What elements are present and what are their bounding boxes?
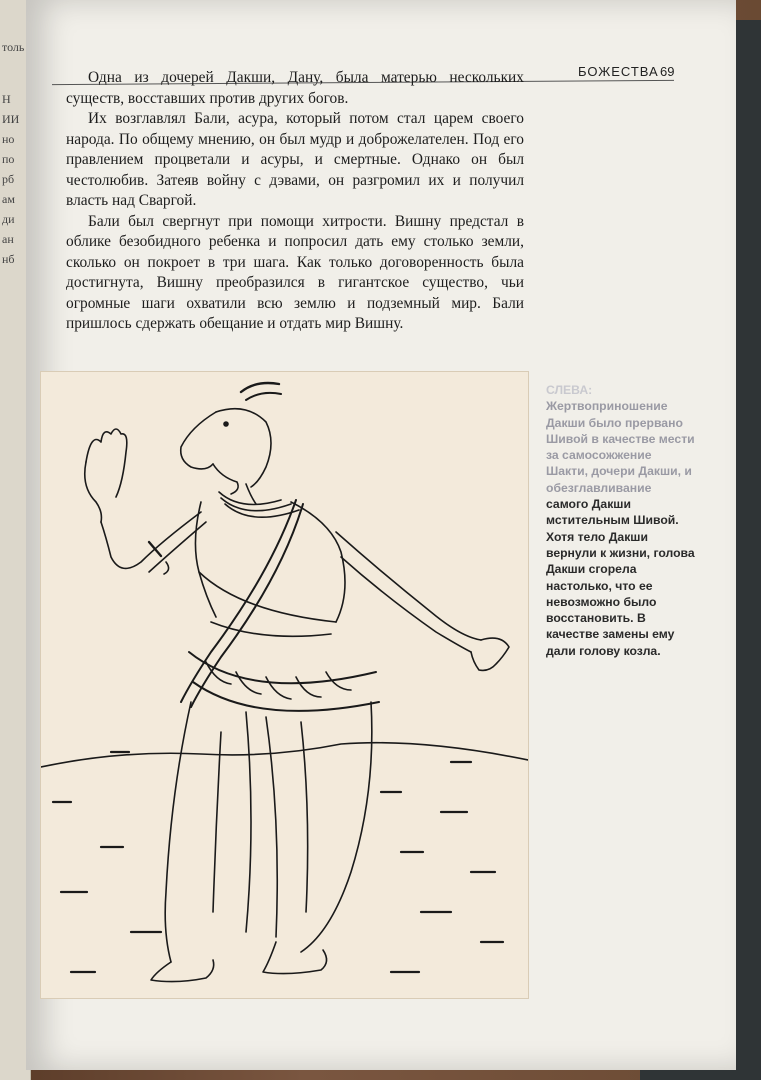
daksha-drawing <box>41 372 528 998</box>
book-page <box>26 0 736 1070</box>
paragraph: Одна из дочерей Дакши, Дану, была матерью нескольких существ, восставших против других богов. <box>66 69 524 107</box>
caption-faded-text: Жертвоприношение Дакши было прервано Шивой в качестве мести за самосожжение Шакти, дочери Дакши, и обезглавливание <box>546 399 695 495</box>
left-page-fragment: по <box>2 152 15 166</box>
left-page-fragment: нб <box>2 252 15 266</box>
left-page-fragment: но <box>2 132 15 146</box>
left-page-fragment: ИИ <box>2 112 20 126</box>
illustration-caption <box>546 382 696 659</box>
left-page-fragment: ан <box>2 232 14 246</box>
body-text <box>66 68 524 335</box>
running-head: БОЖЕСТВА <box>578 64 659 79</box>
page-number: 69 <box>660 64 675 79</box>
caption-label: СЛЕВА: <box>546 383 593 397</box>
left-page-fragment: ди <box>2 212 15 226</box>
left-page-fragment: толь <box>2 40 25 54</box>
left-page-fragment: ам <box>2 192 15 206</box>
left-page-fragment: Н <box>2 92 11 106</box>
caption-text: самого Дакши мстительным Шивой. Хотя тело Дакши вернули к жизни, голова Дакши сгорела настолько, что ее невозможно было восстановить. В качестве замены ему дали голову козла. <box>546 497 695 658</box>
left-page-fragment: рб <box>2 172 15 186</box>
goat-headed-daksha-illustration <box>40 371 529 999</box>
paragraph: Бали был свергнут при помощи хитрости. Вишну предстал в облике безобидного ребенка и попросил дать ему столько земли, сколько он покроет в три шага. Как только договоренность была достигнута, Вишну преобразился в гигантское существо, чьи огромные шаги охватили всю землю и подземный мир. Бали пришлось сдержать обещание и отдать мир Вишну. <box>66 212 524 332</box>
paragraph: Их возглавлял Бали, асура, который потом стал царем своего народа. По общему мнению, он был мудр и доброжелателен. Под его правлением процветали и асуры, и смертные. Однако он был честолюбив. Затеяв войну с дэвами, он разгромил их и получил власть над Сваргой. <box>66 110 524 209</box>
